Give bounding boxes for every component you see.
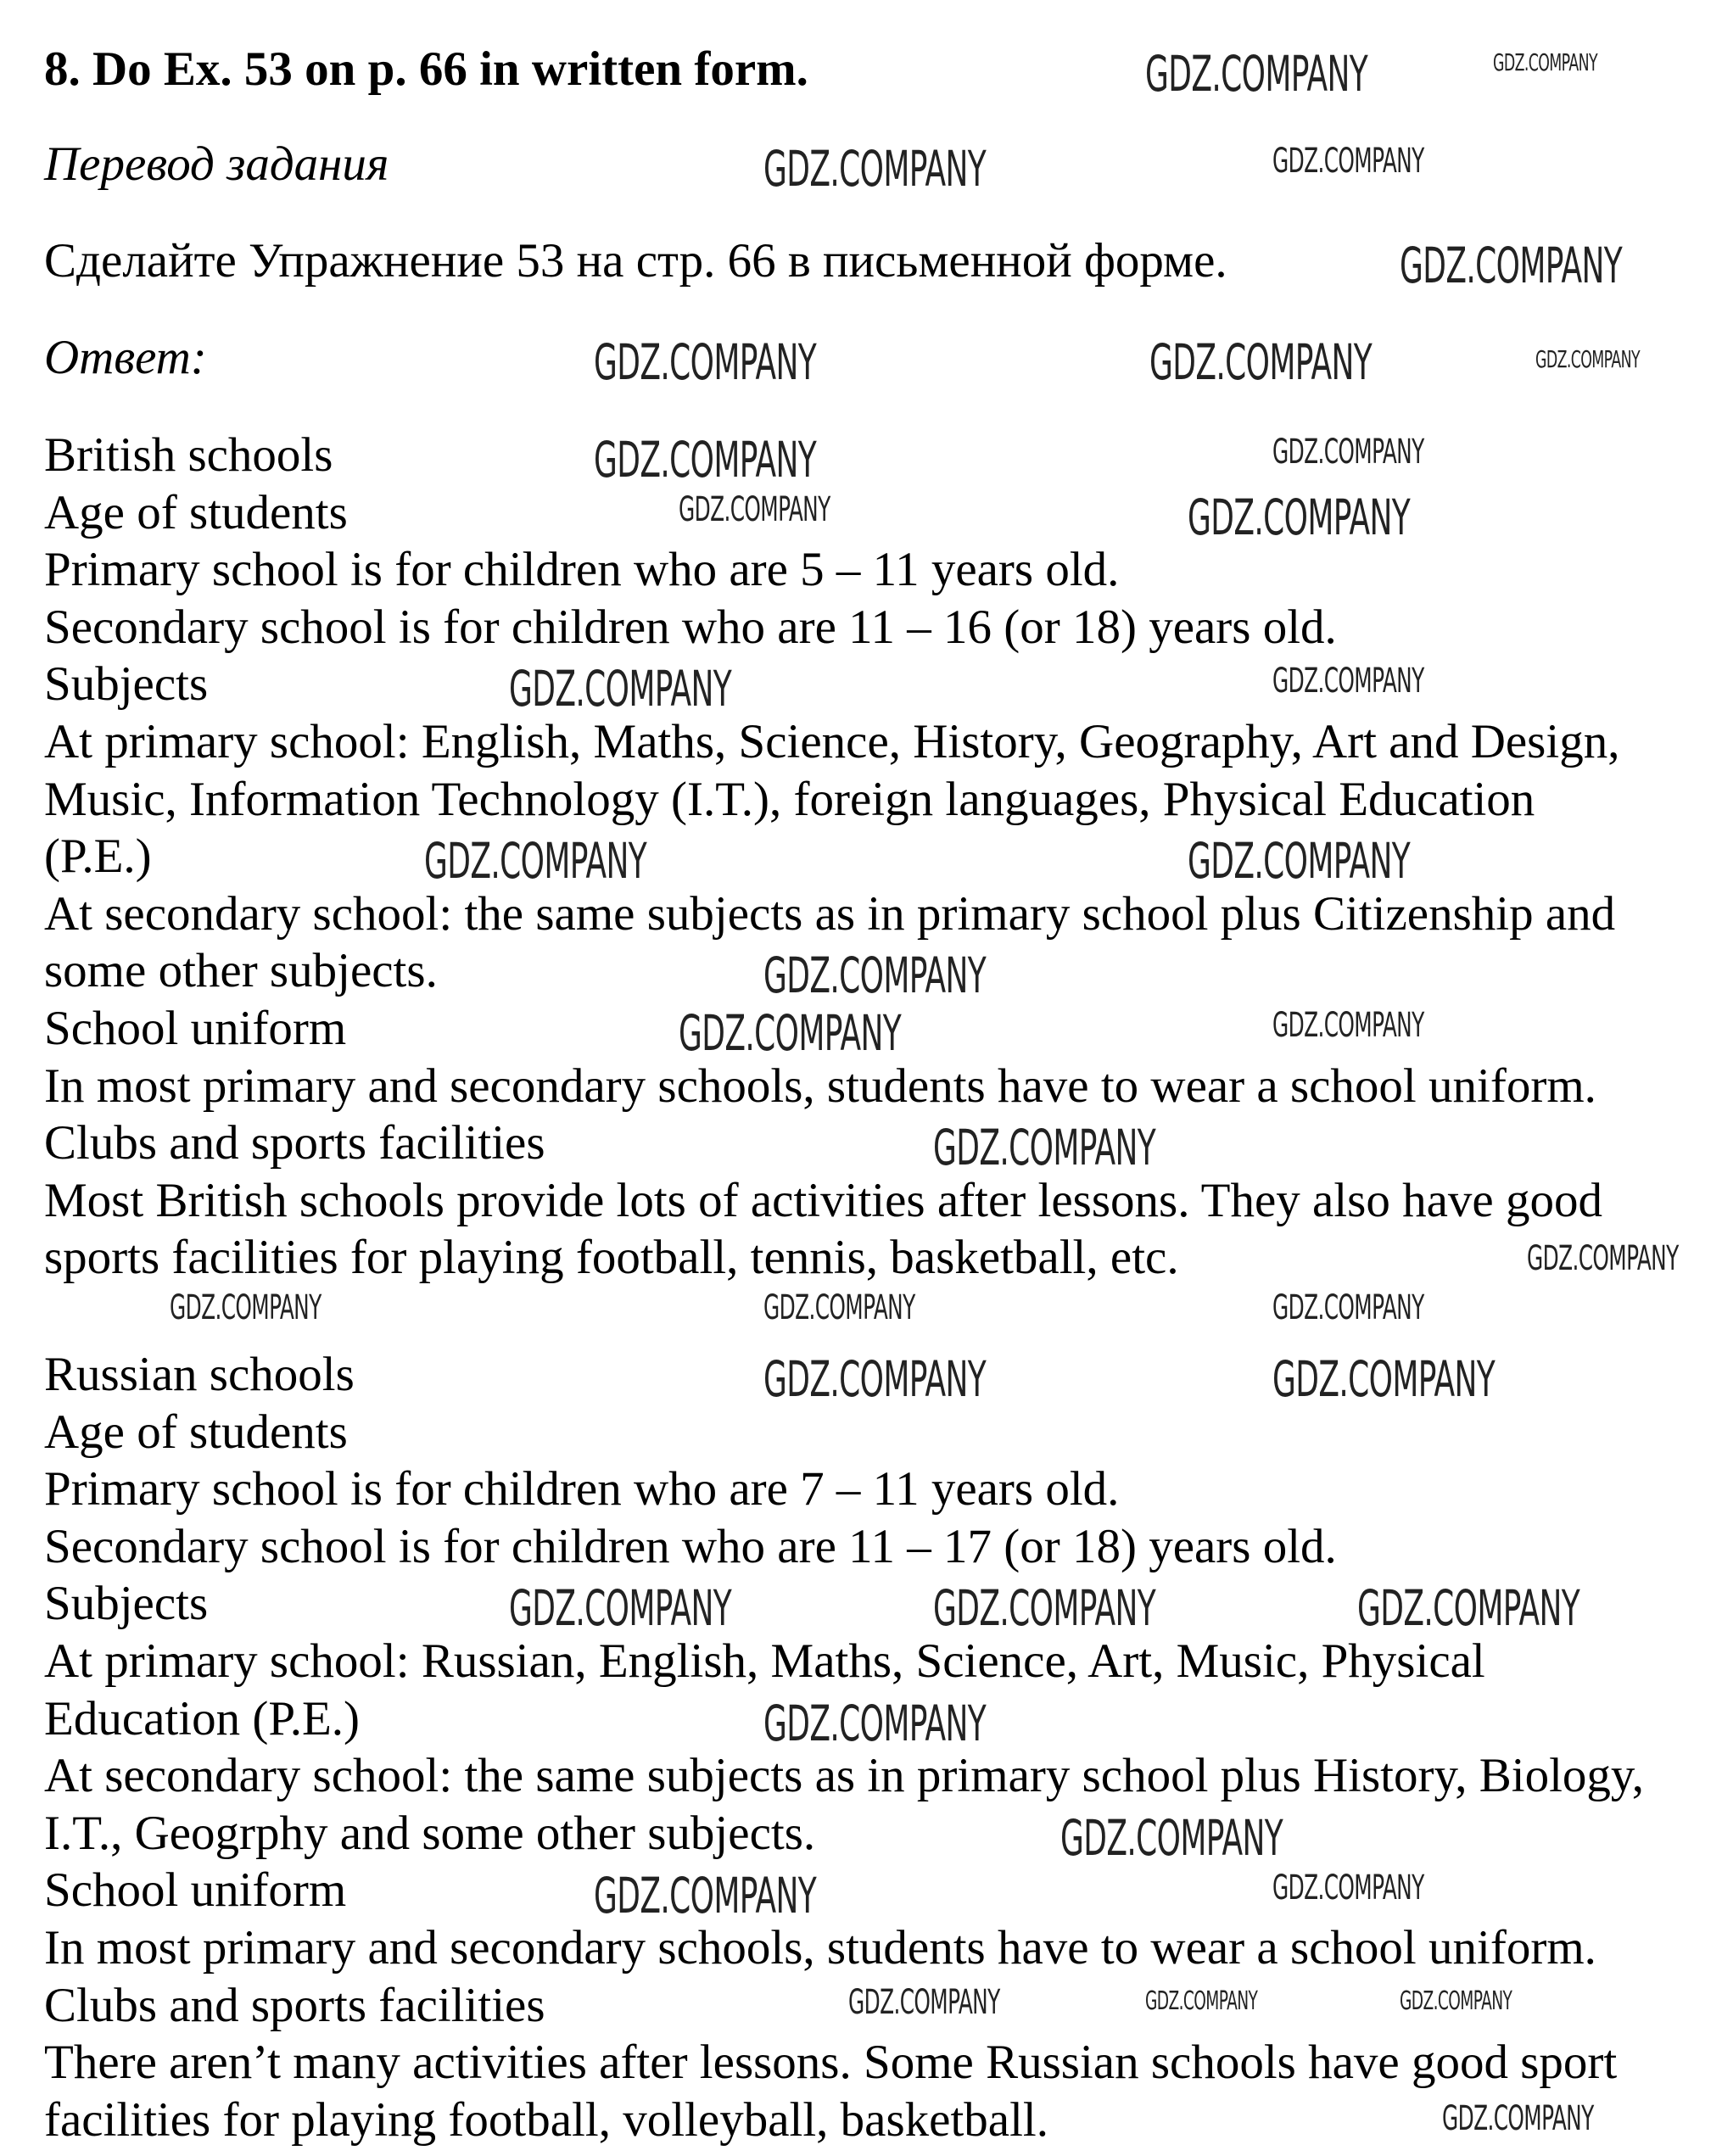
text-line: School uniform <box>44 1863 347 1918</box>
text-line: sports facilities for playing football, tennis, basketball, etc. <box>44 1231 1179 1285</box>
watermark: GDZ.COMPANY <box>594 431 817 489</box>
text-line: I.T., Geogrphy and some other subjects. <box>44 1806 816 1860</box>
watermark: GDZ.COMPANY <box>1527 1239 1679 1278</box>
watermark: GDZ.COMPANY <box>1149 333 1373 391</box>
text-line: Secondary school is for children who are 11 – 16 (or 18) years old. <box>44 600 1337 654</box>
watermark: GDZ.COMPANY <box>424 832 647 890</box>
translation-label: Перевод задания <box>44 137 389 191</box>
text-line: At primary school: English, Maths, Science, History, Geography, Art and Design, <box>44 714 1620 768</box>
text-line: There aren’t many activities after lessons. Some Russian schools have good sport <box>44 2036 1618 2090</box>
watermark: GDZ.COMPANY <box>1493 48 1598 76</box>
watermark: GDZ.COMPANY <box>1145 45 1368 103</box>
watermark: GDZ.COMPANY <box>509 660 732 718</box>
watermark: GDZ.COMPANY <box>1272 1350 1496 1408</box>
watermark: GDZ.COMPANY <box>170 1288 321 1327</box>
text-line: School uniform <box>44 1001 347 1055</box>
watermark: GDZ.COMPANY <box>1272 1288 1424 1327</box>
watermark: GDZ.COMPANY <box>933 1119 1156 1176</box>
watermark: GDZ.COMPANY <box>1535 345 1641 373</box>
text-line: British schools <box>44 428 333 482</box>
text-line: Primary school is for children who are 5 – 11 years old. <box>44 543 1120 597</box>
text-line: Music, Information Technology (I.T.), foreign languages, Physical Education <box>44 772 1535 826</box>
text-line: Russian schools <box>44 1348 355 1401</box>
text-line: Most British schools provide lots of activities after lessons. They also have good <box>44 1173 1602 1227</box>
watermark: GDZ.COMPANY <box>594 333 817 391</box>
watermark: GDZ.COMPANY <box>679 490 830 529</box>
text-line: Clubs and sports facilities <box>44 1978 545 2032</box>
text-line: some other subjects. <box>44 944 438 998</box>
watermark: GDZ.COMPANY <box>763 1288 915 1327</box>
text-line: At secondary school: the same subjects as in primary school plus Citizenship and <box>44 886 1616 941</box>
watermark: GDZ.COMPANY <box>1272 662 1424 701</box>
watermark: GDZ.COMPANY <box>763 1695 987 1752</box>
watermark: GDZ.COMPANY <box>1272 1868 1424 1907</box>
watermark: GDZ.COMPANY <box>1188 489 1411 546</box>
text-line: Age of students <box>44 485 348 539</box>
answer-label: Ответ: <box>44 331 207 384</box>
watermark: GDZ.COMPANY <box>1060 1809 1283 1867</box>
text-line: Age of students <box>44 1405 348 1459</box>
watermark: GDZ.COMPANY <box>1442 2099 1594 2138</box>
watermark: GDZ.COMPANY <box>594 1867 817 1924</box>
text-line: In most primary and secondary schools, students have to wear a school uniform. <box>44 1058 1596 1113</box>
text-line: At secondary school: the same subjects as in primary school plus History, Biology, <box>44 1749 1644 1803</box>
text-line: In most primary and secondary schools, students have to wear a school uniform. <box>44 1920 1596 1974</box>
watermark: GDZ.COMPANY <box>1400 1986 1512 2016</box>
watermark: GDZ.COMPANY <box>1188 832 1411 890</box>
watermark: GDZ.COMPANY <box>848 1983 1000 2022</box>
watermark: GDZ.COMPANY <box>763 947 987 1004</box>
watermark: GDZ.COMPANY <box>933 1579 1156 1637</box>
text-line: (P.E.) <box>44 829 152 884</box>
watermark: GDZ.COMPANY <box>679 1004 902 1062</box>
text-line: Subjects <box>44 1577 209 1631</box>
translation-text: Сделайте Упражнение 53 на стр. 66 в письменной форме. <box>44 234 1227 288</box>
text-line: Subjects <box>44 657 209 712</box>
text-line: Secondary school is for children who are 11 – 17 (or 18) years old. <box>44 1519 1337 1573</box>
task-title: 8. Do Ex. 53 on p. 66 in written form. <box>44 42 808 96</box>
text-line: At primary school: Russian, English, Maths, Science, Art, Music, Physical <box>44 1634 1485 1688</box>
text-line: Primary school is for children who are 7 – 11 years old. <box>44 1462 1120 1516</box>
watermark: GDZ.COMPANY <box>763 1350 987 1408</box>
watermark: GDZ.COMPANY <box>1400 237 1623 294</box>
text-line: Education (P.E.) <box>44 1691 361 1745</box>
watermark: GDZ.COMPANY <box>763 140 987 198</box>
watermark: GDZ.COMPANY <box>1272 142 1424 181</box>
watermark: GDZ.COMPANY <box>1357 1579 1580 1637</box>
watermark: GDZ.COMPANY <box>1145 1986 1258 2016</box>
watermark: GDZ.COMPANY <box>509 1579 732 1637</box>
text-line: facilities for playing football, volleyball, basketball. <box>44 2092 1049 2147</box>
text-line: Clubs and sports facilities <box>44 1116 545 1170</box>
watermark: GDZ.COMPANY <box>1272 1006 1424 1045</box>
watermark: GDZ.COMPANY <box>1272 433 1424 472</box>
